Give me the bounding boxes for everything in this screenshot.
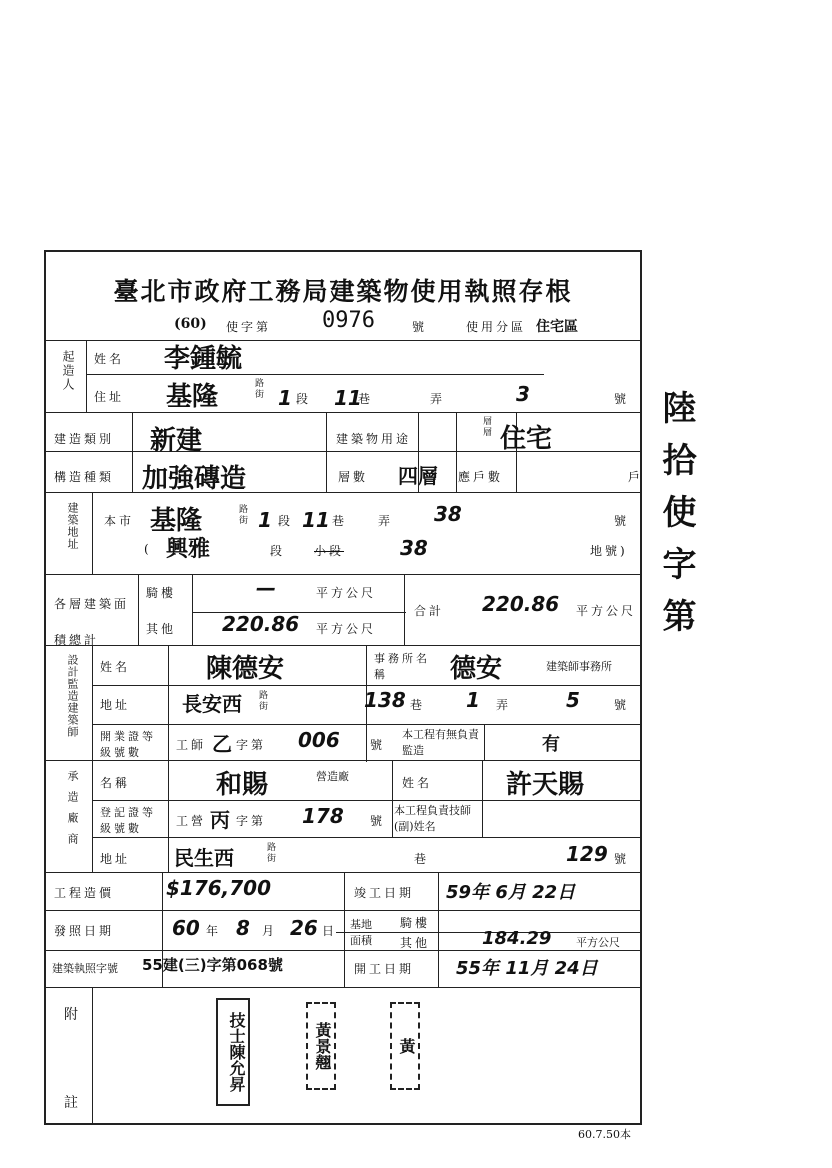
architect-lane-value: 138 bbox=[364, 688, 406, 712]
site-lane-label: 巷 bbox=[332, 514, 348, 528]
floor-area-label: 各層建築面積總計 bbox=[54, 597, 130, 647]
contractor-number-label: 號 bbox=[614, 852, 630, 866]
page-title: 臺北市政府工務局建築物使用執照存根 bbox=[113, 277, 573, 306]
issue-month-label: 月 bbox=[262, 924, 278, 938]
lot-area-value: 興雅 bbox=[166, 537, 211, 562]
tech-label: 本工程負責技師(副)姓名 bbox=[394, 804, 471, 833]
contractor-person-label: 姓名 bbox=[402, 776, 433, 790]
permit-number: 0976 bbox=[322, 308, 375, 333]
contractor-reg-class: 丙 bbox=[210, 808, 230, 832]
site-section-label-text: 段 bbox=[278, 514, 294, 528]
contractor-number-value: 129 bbox=[566, 842, 608, 866]
floors-value: 四層 bbox=[398, 464, 438, 488]
cost-label: 工程造價 bbox=[54, 886, 115, 900]
permit-prefix: 使字第 bbox=[226, 320, 272, 334]
permit-number-label: 建築執照字號 bbox=[52, 962, 118, 975]
remarks-label-top: 附 bbox=[64, 1007, 81, 1023]
applicant-name-label: 姓名 bbox=[94, 352, 125, 366]
contractor-reg-number: 178 bbox=[302, 804, 344, 828]
supervise-value: 有 bbox=[542, 734, 560, 755]
office-value: 德安 bbox=[450, 654, 503, 684]
cost-value: $176,700 bbox=[166, 876, 272, 900]
architect-cert-no-label: 號 bbox=[370, 738, 386, 752]
use-label: 建築物用途 bbox=[336, 432, 412, 446]
issue-year: 60 bbox=[172, 916, 200, 940]
site-lane-value: 11 bbox=[302, 508, 330, 532]
official-stamp-2: 黃 bbox=[390, 1002, 420, 1090]
land-unit: 平方公尺 bbox=[576, 936, 620, 949]
land-arcade-label: 騎樓 bbox=[400, 916, 431, 930]
architect-address-label: 地址 bbox=[100, 698, 131, 712]
contractor-name-label: 名稱 bbox=[100, 776, 131, 790]
structure-label: 構造種類 bbox=[54, 470, 115, 484]
architect-alley-value: 1 bbox=[466, 688, 480, 712]
architect-cert-class: 乙 bbox=[212, 732, 232, 756]
site-street-value: 基隆 bbox=[150, 506, 203, 536]
technician-stamp: 技士陳允昇 bbox=[216, 998, 250, 1106]
subsection-label: 小段 bbox=[314, 544, 345, 558]
issue-year-label: 年 bbox=[206, 924, 222, 938]
road-street-label: 路街 bbox=[253, 378, 263, 400]
alley-label: 弄 bbox=[430, 392, 446, 406]
applicant-name-value: 李鍾毓 bbox=[164, 344, 243, 374]
paren-open: ( bbox=[144, 542, 152, 556]
official-stamp-1: 黃景翹 bbox=[306, 1002, 336, 1090]
supervise-label: 本工程有無負責監造 bbox=[402, 728, 479, 757]
zone-value: 住宅區 bbox=[536, 319, 578, 335]
arcade-label: 騎樓 bbox=[146, 586, 177, 600]
land-other-label: 其他 bbox=[400, 936, 431, 950]
office-label: 事務所名稱 bbox=[374, 652, 430, 681]
architect-lane-label: 巷 bbox=[410, 698, 426, 712]
architect-section-label: 設計監造建築師 bbox=[66, 654, 79, 738]
build-type-value: 新建 bbox=[150, 426, 203, 456]
section-label: 段 bbox=[296, 392, 312, 406]
office-suffix: 建築師事務所 bbox=[546, 660, 612, 673]
site-section-label: 建築地址 bbox=[66, 502, 79, 550]
arcade-unit: 平方公尺 bbox=[316, 586, 377, 600]
year-paren: (60) bbox=[174, 316, 207, 332]
contractor-road-label: 路街 bbox=[265, 842, 275, 864]
structure-value: 加強磚造 bbox=[142, 464, 247, 494]
adjacent-page-text: 陸拾使字第 bbox=[656, 390, 696, 650]
contractor-reg-prefix: 工營 bbox=[176, 814, 207, 828]
applicant-lane-value: 11 bbox=[334, 386, 362, 410]
build-type-label: 建造類別 bbox=[54, 432, 115, 446]
architect-road-label: 路街 bbox=[257, 690, 267, 712]
applicant-address-label: 住址 bbox=[94, 390, 125, 404]
architect-cert-label: 開業證等級號數 bbox=[100, 730, 156, 759]
architect-cert-prefix: 工師 bbox=[176, 738, 207, 752]
site-alley-label: 弄 bbox=[378, 514, 394, 528]
contractor-person-value: 許天賜 bbox=[506, 770, 585, 800]
applicant-section-value: 1 bbox=[278, 386, 292, 410]
zone-label: 使用分區 bbox=[466, 320, 527, 334]
architect-alley-label: 弄 bbox=[496, 698, 512, 712]
contractor-name-suffix: 營造廠 bbox=[316, 770, 349, 783]
applicant-section-label: 起造人 bbox=[61, 350, 75, 392]
permit-stub-form bbox=[44, 250, 642, 1125]
contractor-section-label: 承造廠商 bbox=[66, 770, 79, 854]
number-label: 號 bbox=[614, 392, 630, 406]
site-road-label: 路街 bbox=[237, 504, 247, 526]
total-area-unit: 平方公尺 bbox=[576, 604, 637, 618]
applicant-address-street: 基隆 bbox=[166, 382, 219, 412]
lot-number-value: 38 bbox=[400, 536, 428, 560]
lot-number-label: 地號) bbox=[590, 544, 628, 558]
remarks-label-bottom: 註 bbox=[64, 1095, 81, 1111]
contractor-reg-label: 登記證等級號數 bbox=[100, 806, 156, 835]
units-value: 戶 bbox=[628, 470, 644, 484]
floors-label: 層數 bbox=[338, 470, 369, 484]
issue-month: 8 bbox=[236, 916, 250, 940]
other-label: 其他 bbox=[146, 622, 177, 636]
city-label: 本市 bbox=[104, 514, 135, 528]
site-number-label: 號 bbox=[614, 514, 630, 528]
land-other-value: 184.29 bbox=[482, 928, 552, 949]
architect-number-label: 號 bbox=[614, 698, 630, 712]
arcade-value: — bbox=[256, 576, 276, 600]
architect-number-value: 5 bbox=[566, 688, 580, 712]
units-label: 應戶數 bbox=[458, 470, 504, 484]
contractor-address-street: 民生西 bbox=[174, 846, 234, 870]
contractor-name-value: 和賜 bbox=[216, 770, 269, 800]
total-area-value: 220.86 bbox=[482, 592, 560, 616]
applicant-number-value: 3 bbox=[516, 382, 530, 406]
start-label: 開工日期 bbox=[354, 962, 415, 976]
contractor-lane-label: 巷 bbox=[414, 852, 430, 866]
form-footer-code: 60.7.50本 bbox=[578, 1128, 631, 1141]
lot-label: 段 bbox=[270, 544, 286, 558]
issue-day: 26 bbox=[290, 916, 318, 940]
total-label: 合計 bbox=[414, 604, 445, 618]
other-area-unit: 平方公尺 bbox=[316, 622, 377, 636]
architect-address-street: 長安西 bbox=[182, 692, 242, 716]
architect-cert-mid: 字第 bbox=[236, 738, 267, 752]
start-value: 55年 11月 24日 bbox=[456, 958, 598, 979]
contractor-reg-mid: 字第 bbox=[236, 814, 267, 828]
permit-number-value: 55建(三)字第068號 bbox=[142, 956, 283, 974]
land-area-label: 基地面積 bbox=[350, 918, 372, 947]
issue-day-label: 日 bbox=[322, 924, 338, 938]
site-section-value: 1 bbox=[258, 508, 272, 532]
completion-value: 59年 6月 22日 bbox=[446, 882, 576, 903]
architect-name-value: 陳德安 bbox=[206, 654, 285, 684]
architect-name-label: 姓名 bbox=[100, 660, 131, 674]
lane-label: 巷 bbox=[358, 392, 374, 406]
other-area-value: 220.86 bbox=[222, 612, 300, 636]
contractor-address-label: 地址 bbox=[100, 852, 131, 866]
contractor-reg-no-label: 號 bbox=[370, 814, 386, 828]
site-number-value: 38 bbox=[434, 502, 462, 526]
architect-cert-number: 006 bbox=[298, 728, 340, 752]
use-floor-label: 層層 bbox=[481, 416, 491, 438]
completion-label: 竣工日期 bbox=[354, 886, 415, 900]
permit-no-suffix: 號 bbox=[412, 320, 428, 334]
use-value: 住宅 bbox=[500, 424, 553, 454]
issue-label: 發照日期 bbox=[54, 924, 115, 938]
